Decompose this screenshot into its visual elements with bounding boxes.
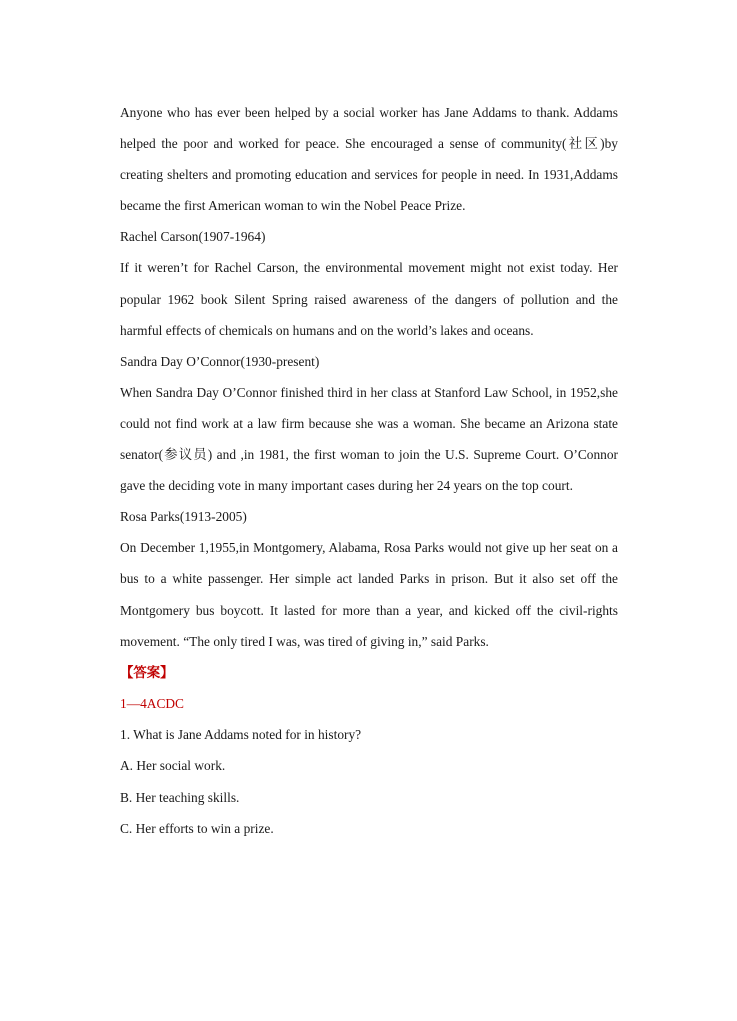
document-page — [120, 97, 618, 845]
paragraph-rosa-parks: On December 1,1955,in Montgomery, Alabama, Rosa Parks would not give up her seat on a bus to a white passenger. Her simple act landed Parks in prison. But it also set off the Montgomery bus boycott. It lasted for more than a year, and kicked off the civil-rights movement. “The only tired I was, was tired of giving in,” said Parks. — [120, 540, 618, 649]
question-1-option-c: C. Her efforts to win a prize. — [120, 821, 274, 837]
heading-rachel-carson: Rachel Carson(1907-1964) — [120, 229, 266, 245]
question-1-stem: 1. What is Jane Addams noted for in history? — [120, 726, 362, 742]
paragraph-jane-addams: Anyone who has ever been helped by a social worker has Jane Addams to thank. Addams helped the poor and worked for peace. She encouraged a sense of community(社区)by creating shelters and promoting education and services for people in need. In 1931,Addams became the first American woman to win the Nobel Peace Prize. — [120, 105, 618, 214]
paragraph-sandra-day-oconnor: When Sandra Day O’Connor finished third in her class at Stanford Law School, in 1952,she could not find work at a law firm because she was a woman. She became an Arizona state senator(参议员) and ,in 1981, the first woman to join the U.S. Supreme Court. O’Connor gave the deciding vote in many important cases during her 24 years on the top court. — [120, 384, 618, 494]
question-1-option-b: B. Her teaching skills. — [120, 789, 240, 805]
paragraph-rachel-carson: If it weren’t for Rachel Carson, the environmental movement might not exist today. Her popular 1962 book Silent Spring raised awareness of the dangers of pollution and the harmful effects of chemicals on humans and on the world’s lakes and oceans. — [120, 260, 618, 338]
answer-label: 【答案】 — [120, 664, 174, 680]
question-1-option-a: A. Her social work. — [120, 758, 226, 774]
heading-rosa-parks: Rosa Parks(1913-2005) — [120, 509, 247, 525]
heading-sandra-day-oconnor: Sandra Day O’Connor(1930-present) — [120, 353, 320, 369]
answer-key: 1—4ACDC — [120, 695, 184, 711]
